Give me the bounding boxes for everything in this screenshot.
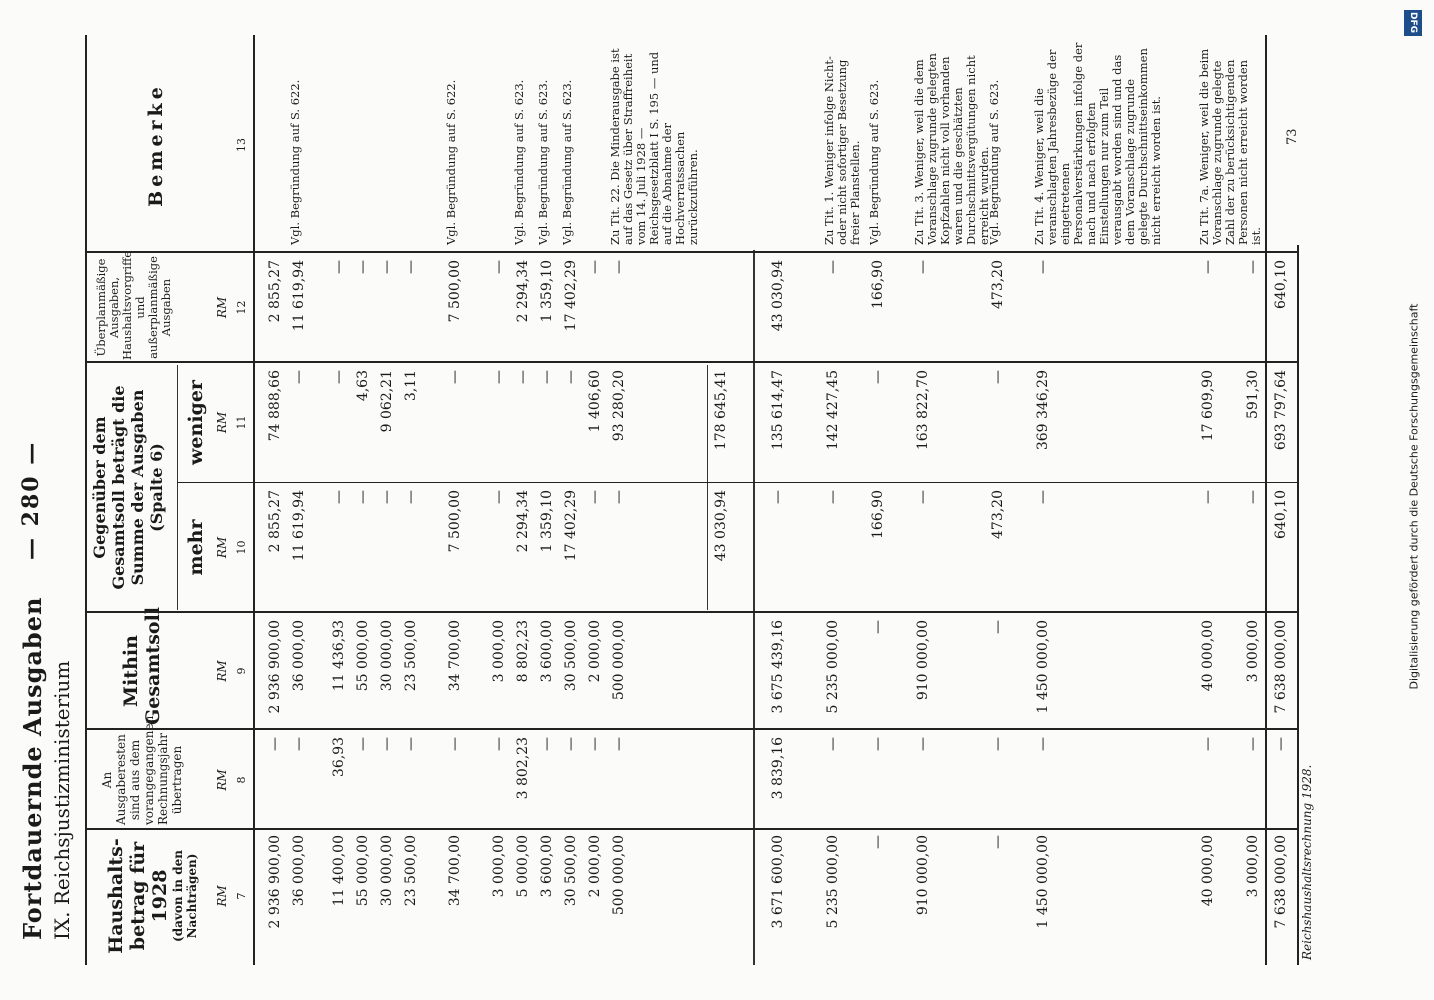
table-cell: — (515, 370, 531, 384)
unit-label: RM (215, 769, 229, 791)
table-cell: — (990, 370, 1006, 384)
table-cell: 2 294,34 (515, 260, 531, 323)
table-cell: — (539, 737, 555, 751)
table-cell: 3 600,00 (539, 620, 555, 683)
total-cell: 7 638 000,00 (1273, 620, 1289, 714)
table-cell: 3 600,00 (539, 835, 555, 898)
table-cell: 910 000,00 (915, 835, 931, 916)
table-bottom-rule (1297, 245, 1299, 965)
remark-text: Zu Tit. 3. Weniger, weil die dem Voranschlage zugrunde gelegten Kopfzahlen nicht voll vorhanden waren und die geschätzten Durchschnittsvergütungen nicht erreicht wurden. (912, 53, 991, 245)
table-cell: 2 855,27 (267, 490, 283, 553)
table-cell: 2 294,34 (515, 490, 531, 553)
total-rule (1265, 35, 1267, 965)
table-cell: 910 000,00 (915, 620, 931, 701)
table-cell: 11 619,94 (291, 490, 307, 562)
remark-text: Vgl. Begründung auf S. 622. (444, 79, 458, 245)
table-cell: 3 675 439,16 (770, 620, 786, 714)
table-cell: 2 936 900,00 (267, 620, 283, 714)
table-cell: 36 000,00 (291, 620, 307, 692)
table-cell: 4,63 (355, 370, 371, 402)
col-rule (85, 728, 1297, 730)
table-cell: 1 450 000,00 (1035, 620, 1051, 714)
table-cell: 30 000,00 (379, 835, 395, 907)
table-cell: 2 000,00 (587, 835, 603, 898)
col-number: 7 (235, 892, 248, 900)
total-cell: 7 638 000,00 (1273, 835, 1289, 929)
table-cell: — (403, 260, 419, 274)
table-cell: — (491, 490, 507, 504)
col-rule (85, 828, 1297, 830)
table-cell: 3 000,00 (1245, 835, 1261, 898)
table-cell: 1 359,10 (539, 260, 555, 323)
table-cell: 55 000,00 (355, 620, 371, 692)
subheader-rule (177, 365, 178, 610)
page-number: — 280 — (18, 440, 44, 560)
table-cell: — (611, 490, 627, 504)
table-cell: 2 936 900,00 (267, 835, 283, 929)
table-cell: — (587, 490, 603, 504)
table-cell: — (1245, 737, 1261, 751)
remark-text: Vgl. Begründung auf S. 623. (512, 79, 526, 245)
table-cell: — (915, 490, 931, 504)
table-cell: — (1200, 260, 1216, 274)
table-cell: — (611, 260, 627, 274)
unit-label: RM (215, 411, 229, 434)
table-cell: — (331, 260, 347, 274)
table-cell: — (355, 737, 371, 751)
table-cell: — (491, 260, 507, 274)
total-cell: 640,10 (1273, 260, 1289, 309)
remark-text: Zu Tit. 4. Weniger, weil die veranschlagten Jahresbezüge der eingetretenen Personalverstärkungen infolge der nach und nach erfolgten Einstellungen nur zum Teil verausgabt worden sind und das dem Voranschlage zugrunde gelegte Durchschnittseinkommen nicht erreicht worden ist. (1032, 42, 1163, 245)
footer-page-number: 73 (1285, 128, 1300, 145)
col-number: 13 (235, 138, 248, 152)
table-cell: 55 000,00 (355, 835, 371, 907)
table-cell: 3 839,16 (770, 737, 786, 800)
table-cell: — (379, 490, 395, 504)
table-cell: — (447, 370, 463, 384)
table-cell: — (990, 737, 1006, 751)
remark-text: Zu Tit. 22. Die Minderausgabe ist auf das Gesetz über Straffreiheit vom 14. Juli 1928 — Reichsgesetzblatt I S. 195 — und auf die Abnahme der Hochverratssachen zurückzuführen. (608, 48, 700, 245)
table-cell: — (825, 260, 841, 274)
table-cell: — (870, 835, 886, 849)
rotated-table-sheet (0, 35, 1434, 965)
col8-header: An Ausgaberesten sind aus dem vorangegangenen Rechnungsjahr übertragen (100, 715, 184, 825)
col-rule (85, 611, 1297, 613)
table-cell: — (563, 737, 579, 751)
table-cell: 11 400,00 (331, 835, 347, 907)
table-cell: — (267, 737, 283, 751)
subtotal-cell: 43 030,94 (713, 490, 729, 562)
col-number: 12 (235, 300, 248, 315)
table-cell: 3 000,00 (491, 835, 507, 898)
table-cell: 5 235 000,00 (825, 835, 841, 929)
remark-text: Vgl. Begründung auf S. 623. (536, 79, 550, 245)
table-cell: — (379, 260, 395, 274)
table-cell: — (1035, 260, 1051, 274)
table-cell: 2 000,00 (587, 620, 603, 683)
table-cell: — (563, 370, 579, 384)
table-cell: 36,93 (331, 737, 347, 778)
table-cell: 74 888,66 (267, 370, 283, 442)
table-cell: — (587, 737, 603, 751)
remark-text: Vgl. Begründung auf S. 623. (987, 79, 1001, 245)
col10-11-header: Gegenüber dem Gesamtsoll beträgt die Summe der Ausgaben (Spalte 6) (90, 385, 166, 590)
table-cell: 17 402,29 (563, 490, 579, 562)
dfg-watermark-text: Digitalisierung gefördert durch die Deutsche Forschungsgemeinschaft (1407, 303, 1421, 690)
table-cell: — (1200, 490, 1216, 504)
table-cell: — (870, 620, 886, 634)
table-cell: 166,90 (870, 490, 886, 539)
table-cell: 30 000,00 (379, 620, 395, 692)
table-cell: 135 614,47 (770, 370, 786, 451)
table-cell: 40 000,00 (1200, 835, 1216, 907)
header-rule (253, 35, 255, 965)
remark-text: Zu Tit. 7a. Weniger, weil die beim Voranschlage zugrunde gelegte Zahl der zu berücksichtigenden Personen nicht erreicht worden ist. (1197, 48, 1263, 245)
table-cell: 1 450 000,00 (1035, 835, 1051, 929)
table-cell: 369 346,29 (1035, 370, 1051, 451)
col12-header: Überplanmäßige Ausgaben, Haushaltsvorgriffe und außerplanmäßige Ausgaben (94, 250, 173, 360)
table-cell: 1 406,60 (587, 370, 603, 433)
col9-header: Mithin Gesamtsoll (120, 606, 164, 725)
table-cell: 163 822,70 (915, 370, 931, 451)
table-cell: — (1035, 737, 1051, 751)
table-cell: — (1245, 260, 1261, 274)
table-cell: 7 500,00 (447, 260, 463, 323)
col10-header: mehr (185, 519, 207, 576)
table-cell: 473,20 (990, 260, 1006, 309)
table-cell: — (291, 370, 307, 384)
table-cell: — (870, 370, 886, 384)
table-cell: — (990, 835, 1006, 849)
table-cell: 93 280,20 (611, 370, 627, 442)
table-cell: — (587, 260, 603, 274)
col-number: 11 (235, 415, 248, 430)
table-cell: — (825, 490, 841, 504)
table-cell: — (355, 260, 371, 274)
table-cell: — (355, 490, 371, 504)
col-rule (85, 251, 1297, 253)
col-rule (85, 361, 1297, 363)
table-cell: 3 000,00 (491, 620, 507, 683)
table-cell: 500 000,00 (611, 835, 627, 916)
table-cell: 1 359,10 (539, 490, 555, 553)
unit-label: RM (215, 885, 229, 907)
total-cell: 640,10 (1273, 490, 1289, 539)
subtotal-rule (707, 365, 708, 610)
table-cell: 17 609,90 (1200, 370, 1216, 442)
table-cell: 3 671 600,00 (770, 835, 786, 929)
table-cell: — (870, 737, 886, 751)
table-top-rule (85, 35, 87, 965)
table-cell: 23 500,00 (403, 620, 419, 692)
unit-label: RM (215, 660, 229, 682)
footer-source: Reichshaushaltsrechnung 1928. (1300, 764, 1314, 960)
table-cell: 2 855,27 (267, 260, 283, 323)
table-cell: 473,20 (990, 490, 1006, 539)
table-cell: — (915, 260, 931, 274)
table-cell: — (825, 737, 841, 751)
remark-text: Vgl. Begründung auf S. 622. (288, 79, 302, 245)
table-cell: — (447, 737, 463, 751)
ministry-title: IX. Reichsjustizministerium (50, 660, 74, 940)
subtotal-cell: 178 645,41 (713, 370, 729, 451)
dfg-logo: DFG (1404, 10, 1422, 36)
table-cell: 9 062,21 (379, 370, 395, 433)
table-cell: 11 436,93 (331, 620, 347, 692)
remark-text: Zu Tit. 1. Weniger infolge Nicht- oder nicht sofortiger Besetzung freier Planstellen. (822, 56, 862, 245)
table-cell: 591,30 (1245, 370, 1261, 419)
col11-header: weniger (185, 380, 207, 465)
unit-label: RM (215, 296, 229, 319)
table-cell: 43 030,94 (770, 260, 786, 332)
dfg-watermark (1404, 12, 1424, 800)
table-cell: 17 402,29 (563, 260, 579, 332)
table-cell: 34 700,00 (447, 835, 463, 907)
table-cell: — (539, 370, 555, 384)
table-cell: — (1245, 490, 1261, 504)
table-cell: — (990, 620, 1006, 634)
table-cell: — (331, 490, 347, 504)
table-cell: 5 235 000,00 (825, 620, 841, 714)
table-cell: 7 500,00 (447, 490, 463, 553)
table-cell: 30 500,00 (563, 620, 579, 692)
section-title: Fortdauernde Ausgaben (18, 596, 47, 940)
group-rule (753, 250, 755, 965)
table-cell: — (291, 737, 307, 751)
col7-header: Haushalts-betrag für 1928 (davon in den Nachträgen) (105, 838, 199, 954)
page-header (18, 35, 78, 965)
remark-text: Vgl. Begründung auf S. 623. (560, 79, 574, 245)
table-cell: — (379, 737, 395, 751)
unit-label: RM (215, 536, 229, 559)
table-cell: 30 500,00 (563, 835, 579, 907)
col-number: 8 (235, 776, 248, 784)
table-cell: — (770, 490, 786, 504)
col-rule (177, 482, 1297, 483)
table-cell: 23 500,00 (403, 835, 419, 907)
table-cell: 3 000,00 (1245, 620, 1261, 683)
table-cell: 3,11 (403, 370, 419, 402)
table-cell: 11 619,94 (291, 260, 307, 332)
table-cell: 8 802,23 (515, 620, 531, 683)
table-cell: — (331, 370, 347, 384)
total-cell: — (1273, 737, 1289, 751)
table-cell: 166,90 (870, 260, 886, 309)
remark-text: Vgl. Begründung auf S. 623. (867, 79, 881, 245)
table-cell: — (915, 737, 931, 751)
table-cell: 34 700,00 (447, 620, 463, 692)
table-cell: 3 802,23 (515, 737, 531, 800)
table-cell: — (403, 490, 419, 504)
table-cell: 142 427,45 (825, 370, 841, 451)
table-cell: 5 000,00 (515, 835, 531, 898)
col-number: 10 (235, 540, 248, 555)
table-cell: — (1200, 737, 1216, 751)
table-cell: — (1035, 490, 1051, 504)
table-cell: 500 000,00 (611, 620, 627, 701)
table-cell: — (611, 737, 627, 751)
table-cell: 40 000,00 (1200, 620, 1216, 692)
table-cell: — (403, 737, 419, 751)
col13-header: Bemerke (145, 83, 167, 207)
table-cell: — (491, 370, 507, 384)
col-number: 9 (235, 667, 248, 675)
total-cell: 693 797,64 (1273, 370, 1289, 451)
table-cell: 36 000,00 (291, 835, 307, 907)
table-cell: — (491, 737, 507, 751)
